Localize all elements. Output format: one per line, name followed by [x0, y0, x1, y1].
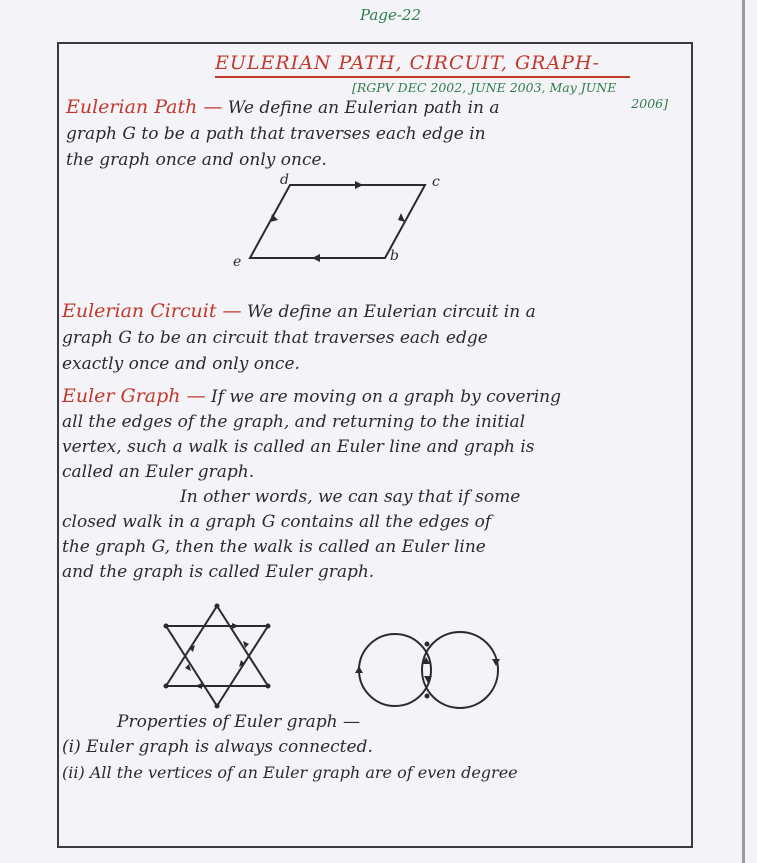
hexagram-graph-diagram [155, 600, 280, 710]
circle-arrow [355, 666, 363, 673]
arrow-dc [355, 181, 363, 189]
intersection-vertex [425, 642, 430, 647]
two-circles-graph-diagram [350, 630, 510, 710]
property-number: (i) [62, 737, 81, 757]
page-title: EULERIAN PATH, CIRCUIT, GRAPH- [215, 52, 600, 74]
euler-graph-line-2: all the edges of the graph, and returning to the initial [62, 412, 526, 432]
eulerian-circuit-section [62, 298, 687, 377]
properties-heading: Properties of Euler graph — [117, 712, 361, 732]
properties-section [62, 710, 692, 785]
circle-arrow [424, 676, 432, 683]
euler-graph-para2-line-4: and the graph is called Euler graph. [62, 562, 375, 582]
hexagram-vertex [266, 684, 271, 689]
eulerian-circuit-line-1: We define an Eulerian circuit in a [246, 302, 536, 322]
reference-text: [RGPV DEC 2002, JUNE 2003, May JUNE [352, 80, 617, 95]
vertex-label-d: d [280, 172, 289, 188]
eulerian-path-line-3: the graph once and only once. [66, 150, 327, 170]
property-text: All the vertices of an Euler graph are of even degree [89, 763, 518, 782]
euler-graph-section [62, 384, 690, 585]
hexagram-arrow [195, 683, 202, 689]
euler-graph-heading: Euler Graph — [62, 385, 206, 407]
hexagram-vertex [215, 604, 220, 609]
page-number: Page-22 [360, 6, 421, 24]
circle-arrow [492, 659, 500, 666]
hexagram-triangle-up [166, 606, 268, 686]
intersection-vertex [425, 694, 430, 699]
euler-graph-para2-line-1: In other words, we can say that if some [180, 487, 521, 507]
arrow-cb [398, 213, 405, 222]
reference-year: 2006] [631, 96, 668, 111]
eulerian-path-heading: Eulerian Path — [66, 96, 223, 118]
eulerian-circuit-heading: Eulerian Circuit — [62, 300, 242, 322]
property-text: Euler graph is always connected. [86, 737, 373, 757]
euler-graph-para2-line-2: closed walk in a graph G contains all the edges of [62, 512, 492, 532]
page-edge [742, 0, 745, 863]
eulerian-path-line-1: We define an Eulerian path in a [227, 98, 500, 118]
title-underline [215, 76, 630, 78]
euler-graph-line-4: called an Euler graph. [62, 462, 255, 482]
euler-graph-line-3: vertex, such a walk is called an Euler line and graph is [62, 437, 535, 457]
hexagram-vertex [266, 624, 271, 629]
property-item-1 [62, 735, 692, 760]
vertex-label-e: e [233, 254, 242, 270]
eulerian-path-section [66, 94, 686, 173]
hexagram-arrow [232, 623, 239, 629]
eulerian-circuit-line-3: exactly once and only once. [62, 354, 300, 374]
right-circle-edge [422, 632, 498, 708]
hexagram-vertex [164, 684, 169, 689]
euler-graph-line-1: If we are moving on a graph by covering [210, 387, 561, 407]
eulerian-path-diagram [225, 170, 455, 280]
left-circle-edge [359, 634, 431, 706]
hexagram-vertex [164, 624, 169, 629]
eulerian-path-line-2: graph G to be a path that traverses each edge in [66, 124, 486, 144]
eulerian-circuit-line-2: graph G to be an circuit that traverses each edge [62, 328, 488, 348]
hexagram-triangle-down [166, 626, 268, 706]
vertex-label-b: b [390, 248, 399, 264]
arrow-be [312, 254, 320, 262]
hexagram-vertex [215, 704, 220, 709]
vertex-label-c: c [432, 174, 440, 190]
euler-graph-para2-line-3: the graph G, then the walk is called an Euler line [62, 537, 486, 557]
property-item-2 [62, 760, 692, 785]
property-number: (ii) [62, 763, 85, 782]
